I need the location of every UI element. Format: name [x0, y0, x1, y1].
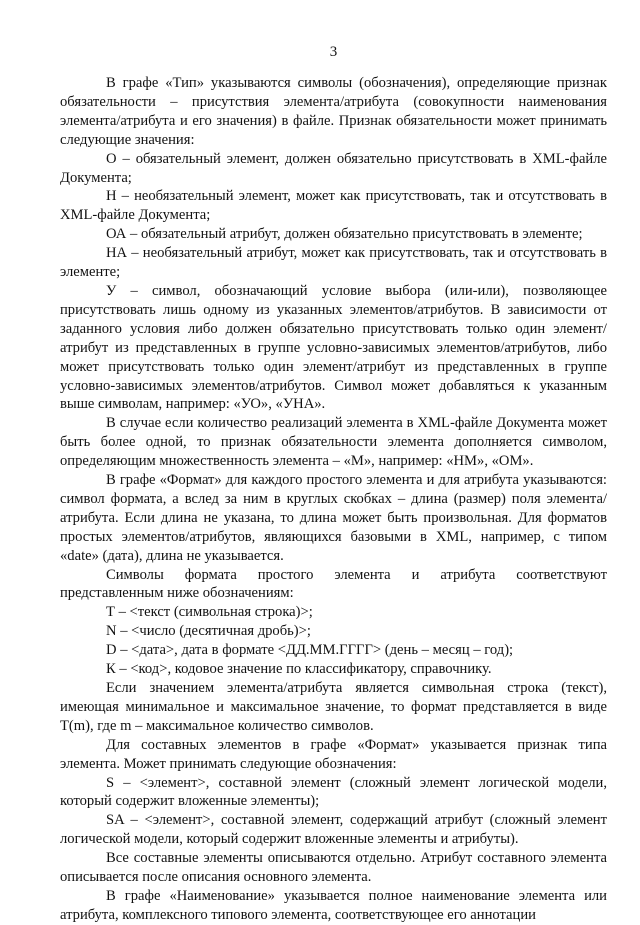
paragraph-composite-intro: Для составных элементов в графе «Формат» указывается признак типа элемента. Может принимать следующие обозначения:	[60, 736, 607, 772]
page-number: 3	[329, 44, 338, 60]
paragraph-type-o: О – обязательный элемент, должен обязательно присутствовать в XML-файле Документа;	[60, 150, 607, 186]
paragraph-type-n: Н – необязательный элемент, может как присутствовать, так и отсутствовать в XML-файле Документа;	[60, 188, 607, 224]
paragraph-format-t: Т – <текст (символьная строка)>;	[106, 604, 313, 621]
paragraph-type-intro: В графе «Тип» указываются символы (обозначения), определяющие признак обязательности – присутствия элемента/атрибута (совокупности наименования элемента/атрибута и его значения) в файле. Признак обязательности может принимать следующие значения:	[60, 75, 607, 148]
paragraph-composite-description: Все составные элементы описываются отдельно. Атрибут составного элемента описывается после описания основного элемента.	[60, 850, 607, 886]
paragraph-format-symbols: Символы формата простого элемента и атрибута соответствуют представленным ниже обозначениям:	[60, 566, 607, 602]
paragraph-string-format: Если значением элемента/атрибута является символьная строка (текст), имеющая минимальное и максимальное значение, то формат представляется в виде T(m), где m – максимальное количество символов.	[60, 680, 607, 734]
paragraph-composite-s: S – <элемент>, составной элемент (сложный элемент логической модели, который содержит вложенные элементы);	[60, 774, 607, 810]
paragraph-composite-sa: SA – <элемент>, составной элемент, содержащий атрибут (сложный элемент логической модели, который содержит вложенные элементы и атрибуты).	[60, 812, 607, 848]
paragraph-type-na: НА – необязательный атрибут, может как присутствовать, так и отсутствовать в элементе;	[60, 245, 607, 281]
paragraph-format-d: D – <дата>, дата в формате <ДД.ММ.ГГГГ> (день – месяц – год);	[106, 642, 514, 659]
paragraph-name-column: В графе «Наименование» указывается полное наименование элемента или атрибута, комплексного типового элемента, соответствующее его аннотации	[60, 887, 607, 923]
paragraph-format-intro: В графе «Формат» для каждого простого элемента и для атрибута указываются: символ формата, а вслед за ним в круглых скобках – длина (размер) поля элемента/атрибута. Если длина не указана, то длина может быть произвольная. Для форматов простых элементов/атрибутов, являющихся базовыми в XML, например, с типом «date» (дата), длина не указывается.	[60, 472, 607, 564]
paragraph-format-k: К – <код>, кодовое значение по классификатору, справочнику.	[106, 661, 492, 678]
paragraph-format-n: N – <число (десятичная дробь)>;	[106, 623, 311, 640]
paragraph-multiplicity: В случае если количество реализаций элемента в XML-файле Документа может быть более одной, то признак обязательности элемента дополняется символом, определяющим множественность элемента – «М», например: «НМ», «ОМ».	[60, 415, 607, 470]
paragraph-type-u: У – символ, обозначающий условие выбора (или-или), позволяющее присутствовать лишь одному из указанных элементов/атрибутов. В зависимости от заданного условия либо должен обязательно присутствовать только один элемент/атрибут из представленных в группе условно-зависимых элементов/атрибутов, либо может присутствовать только один элемент/атрибут из представленных в группе условно-зависимых элементов/атрибутов. Символ может добавляться к указанным выше символам, например: «УО», «УНА».	[60, 282, 607, 413]
paragraph-type-oa: ОА – обязательный атрибут, должен обязательно присутствовать в элементе;	[106, 226, 583, 243]
